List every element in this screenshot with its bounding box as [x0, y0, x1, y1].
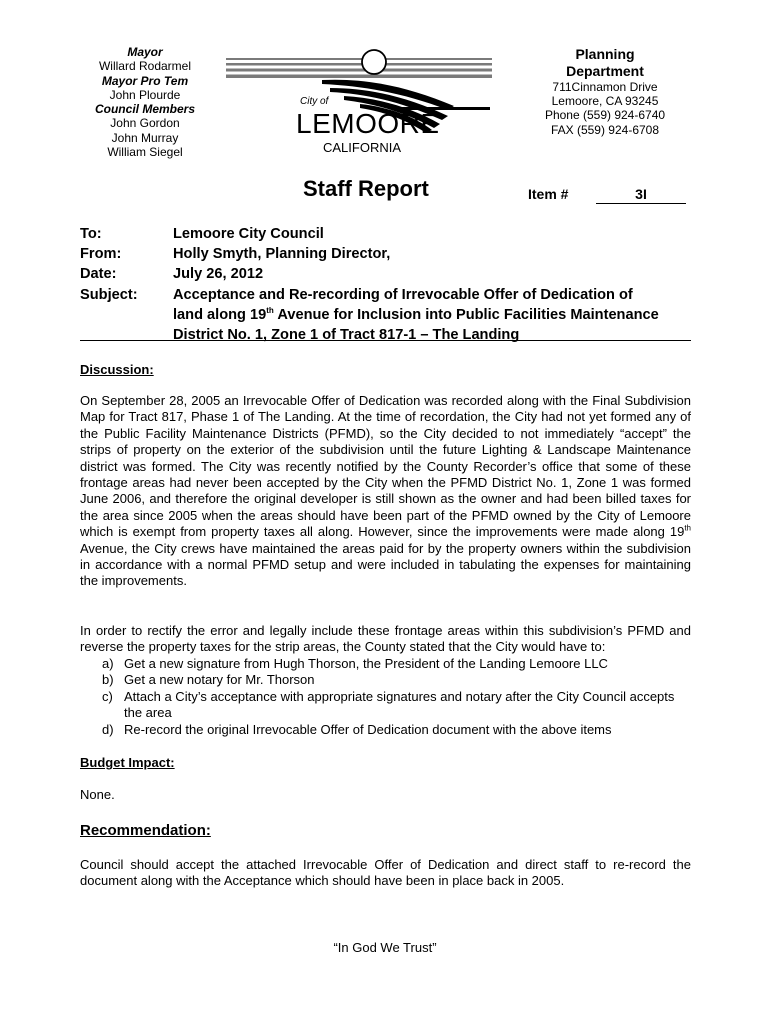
memo-subject-label: Subject: — [80, 286, 138, 303]
pro-tem-role: Mayor Pro Tem — [101, 73, 189, 88]
header-divider — [80, 340, 691, 341]
recommendation-heading: Recommendation: — [80, 822, 211, 839]
memo-subject-row — [80, 285, 692, 346]
budget-text: None. — [80, 787, 115, 802]
council-member-1: John Gordon — [110, 116, 180, 131]
logo-state: CALIFORNIA — [323, 140, 402, 155]
budget-heading: Budget Impact: — [80, 755, 175, 770]
subject-line-2-a: land along 19 — [173, 306, 267, 323]
recommendation-text: Council should accept the attached Irrevocable Offer of Dedication and direct staff to re-record the document along with the Acceptance which should have been in place back in 2005. — [80, 857, 691, 889]
planning-title-1: Planning — [575, 46, 635, 62]
pro-tem-name: John Plourde — [109, 87, 181, 102]
council-member-2: John Murray — [111, 130, 179, 145]
memo-from-value: Holly Smyth, Planning Director, — [173, 246, 391, 263]
planning-title-2: Department — [566, 63, 644, 79]
subject-line-2-b: Avenue for Inclusion into Public Facilities Maintenance — [273, 306, 659, 323]
mayor-name: Willard Rodarmel — [98, 59, 192, 74]
item-number-label: Item # — [528, 186, 569, 202]
memo-date-value: July 26, 2012 — [173, 266, 264, 283]
logo-city-of: City of — [300, 96, 329, 107]
footer-motto: “In God We Trust” — [333, 940, 437, 955]
discussion-p1-a: On September 28, 2005 an Irrevocable Offer of Dedication was recorded along with the Final Subdivision Map for Tract 817, Phase 1 of The Landing. At the time of recordation, the City had not yet formed any of the Public Facility Maintenance Districts (PFMD), so the City decided to not immediately “accept” the strips of property on the exterior of the subdivision until the future Lighting & Landscape Maintenance district was formed. The City was recently notified by the County Recorder’s office that some of these frontage areas had never been accepted by the City when the PFMD District No. 1, Zone 1 was formed June 2006, and therefore the original developer is still shown as the owner and had been billed taxes for the area since 2005 when the areas should have been part of the PFMD owned by the City of Lemoore which is exempt from property taxes all along. However, since the improvements were made along 19 — [80, 393, 691, 540]
planning-phone: Phone (559) 924-6740 — [544, 108, 666, 123]
list-item — [80, 656, 691, 672]
planning-department-block — [515, 46, 695, 137]
discussion-paragraph-1 — [80, 393, 691, 590]
council-roster — [70, 45, 220, 159]
report-title: Staff Report — [303, 176, 429, 201]
list-item-text: Get a new signature from Hugh Thorson, the President of the Landing Lemoore LLC — [124, 656, 608, 671]
memo-to-row — [80, 224, 692, 244]
memo-from-row — [80, 244, 692, 264]
council-members-role: Council Members — [94, 102, 196, 117]
memo-subject-value — [173, 285, 692, 346]
subject-line-2-sup: th — [266, 305, 274, 315]
discussion-p1-sup: th — [684, 523, 691, 533]
requirements-list — [80, 656, 691, 738]
list-item-text: Get a new notary for Mr. Thorson — [124, 672, 315, 688]
planning-fax: FAX (559) 924-6708 — [550, 122, 660, 137]
list-item-letter: a) — [102, 656, 114, 671]
memo-to-value: Lemoore City Council — [173, 226, 324, 242]
planning-address-1: 711Cinnamon Drive — [552, 80, 658, 94]
subject-line-1: Acceptance and Re-recording of Irrevocable Offer of Dedication of — [173, 286, 633, 303]
list-item-letter: c) — [102, 688, 113, 704]
item-number-value: 3I — [596, 186, 686, 204]
discussion-heading: Discussion: — [80, 362, 154, 377]
list-item — [80, 689, 691, 722]
subject-line-3: District No. 1, Zone 1 of Tract 817-1 – The Landing — [173, 327, 520, 344]
memo-from-label: From: — [80, 246, 122, 263]
list-item — [80, 722, 691, 738]
logo-city-name: LEMOORE — [296, 108, 440, 139]
discussion-p1-b: Avenue, the City crews have maintained the areas paid for by the property owners within the subdivision in accordance with a normal PFMD setup and were included in tabulating the expenses for maintaining the improvements. — [80, 540, 691, 589]
subject-line-2 — [173, 305, 692, 325]
list-item-letter: d) — [102, 721, 114, 737]
list-item — [80, 672, 691, 688]
logo-stripes — [226, 58, 492, 78]
discussion-paragraph-2: In order to rectify the error and legally include these frontage areas within this subdivision’s PFMD and reverse the property taxes for the strip areas, the County stated that the City would have to: — [80, 623, 691, 655]
memo-date-label: Date: — [80, 266, 117, 283]
mayor-role: Mayor — [127, 45, 163, 59]
list-item-text: Attach a City’s acceptance with appropriate signatures and notary after the City Council accepts the area — [124, 688, 675, 721]
memo-date-row — [80, 264, 692, 284]
planning-address-2: Lemoore, CA 93245 — [551, 94, 659, 109]
memo-to-label: To: — [80, 226, 102, 242]
memo-header — [80, 224, 692, 345]
list-item-text: Re-record the original Irrevocable Offer of Dedication document with the above items — [124, 721, 612, 737]
logo-sun-icon — [362, 50, 386, 74]
council-member-3: William Siegel — [107, 145, 183, 160]
list-item-letter: b) — [102, 672, 114, 688]
